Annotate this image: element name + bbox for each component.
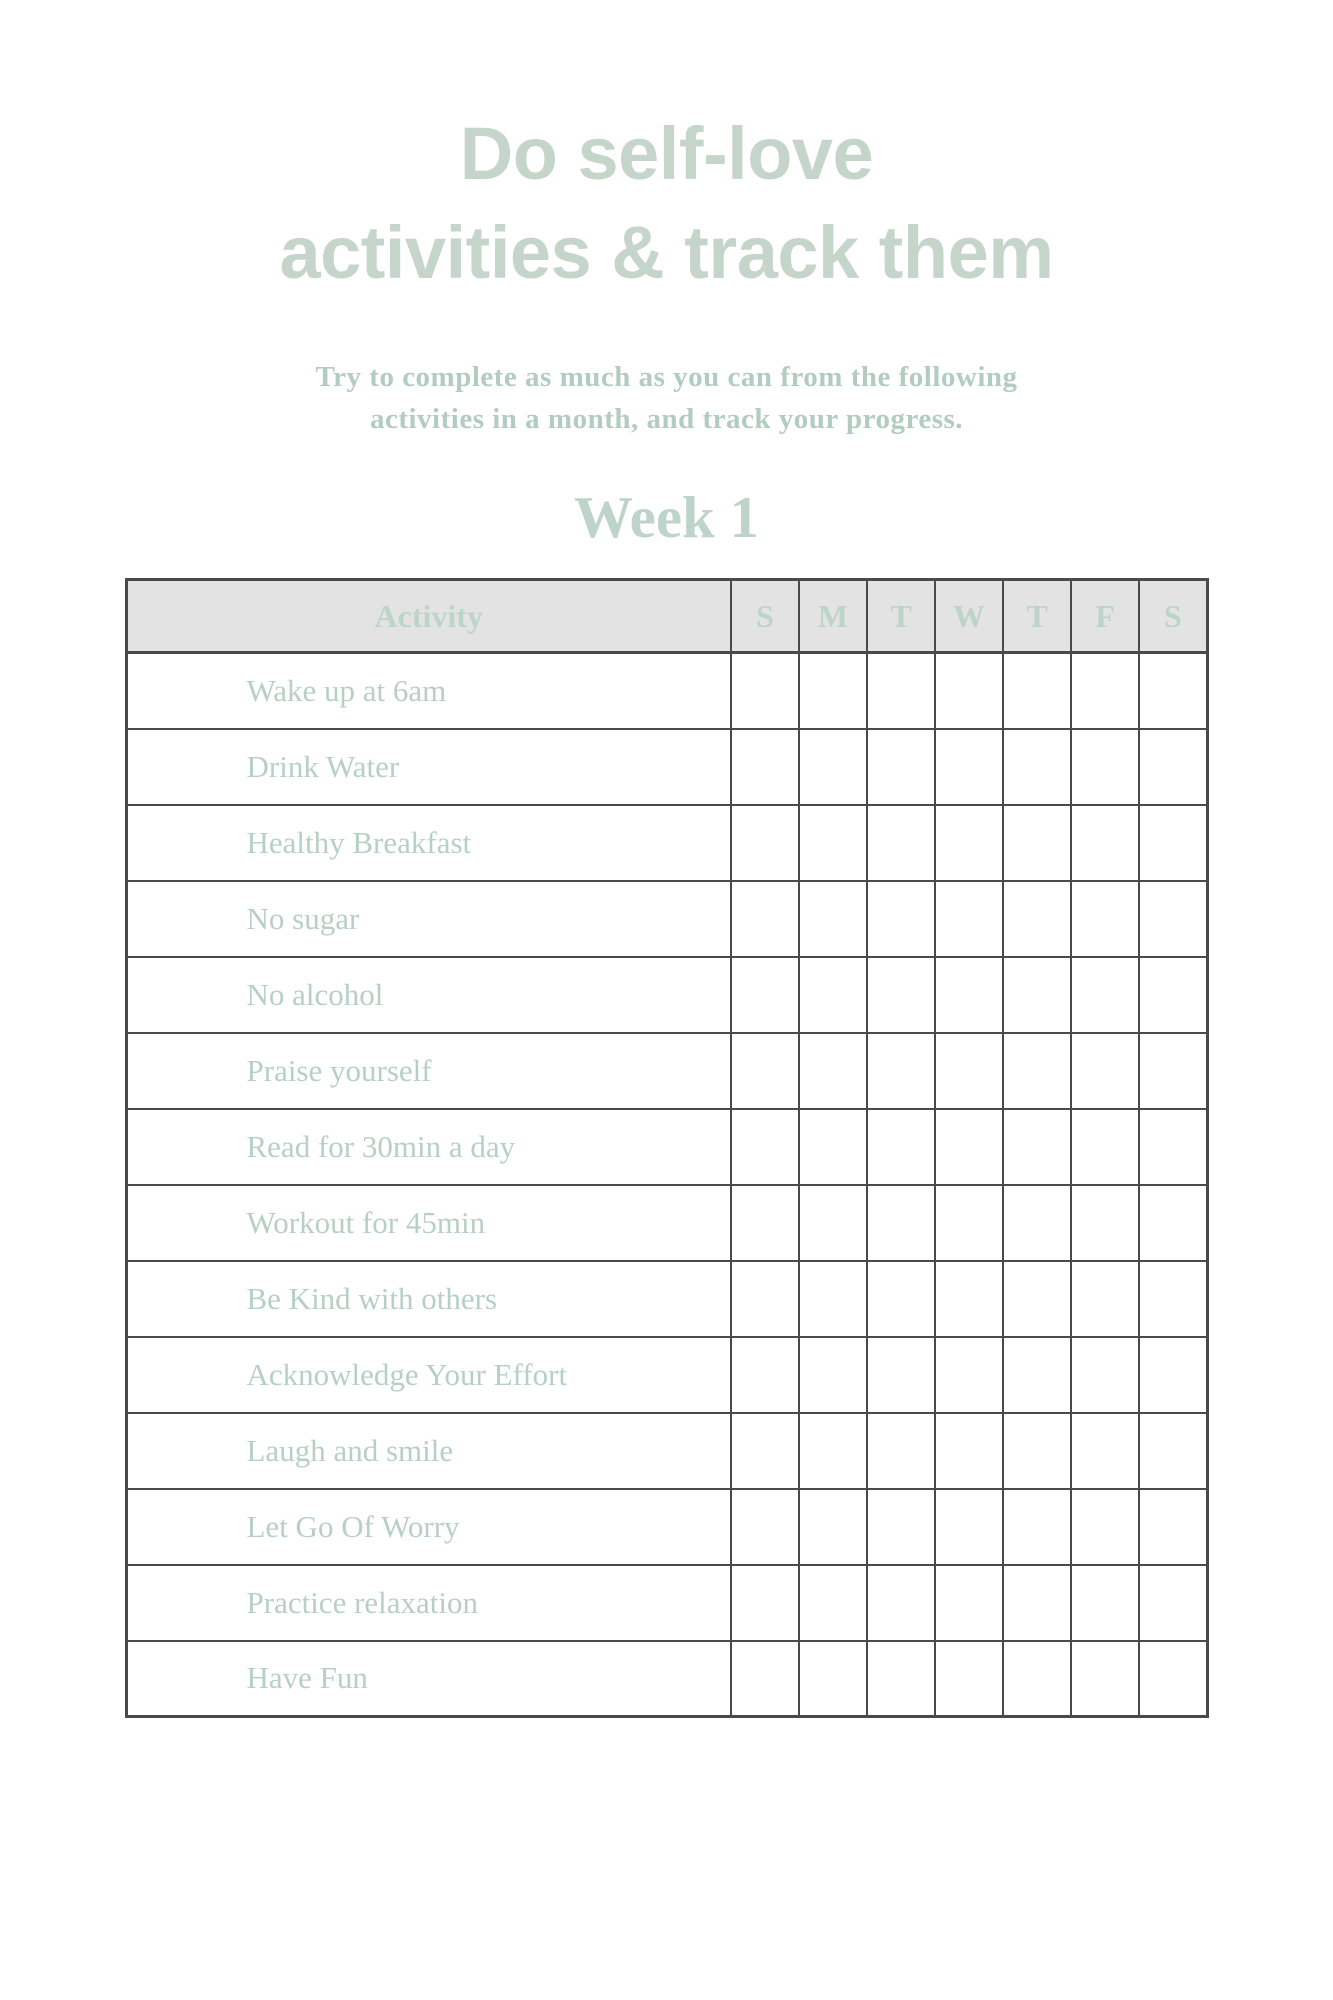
- day-checkbox-cell: [799, 1565, 867, 1641]
- day-checkbox-cell: [731, 653, 799, 729]
- day-checkbox-cell: [867, 1261, 935, 1337]
- day-checkbox-cell: [1003, 805, 1071, 881]
- page-title-line1: Do self-love: [459, 112, 874, 195]
- day-checkbox-cell: [1003, 1261, 1071, 1337]
- day-checkbox-cell: [1139, 729, 1207, 805]
- day-checkbox-cell: [1071, 1641, 1139, 1717]
- day-checkbox-cell: [1071, 1413, 1139, 1489]
- day-checkbox-cell: [1071, 1033, 1139, 1109]
- page-title-line2: activities & track them: [279, 211, 1054, 294]
- day-checkbox-cell: [799, 1337, 867, 1413]
- day-checkbox-cell: [731, 1489, 799, 1565]
- day-checkbox-cell: [1139, 881, 1207, 957]
- day-checkbox-cell: [867, 1337, 935, 1413]
- day-checkbox-cell: [1071, 1185, 1139, 1261]
- activity-cell: Wake up at 6am: [126, 653, 731, 729]
- day-checkbox-cell: [867, 1109, 935, 1185]
- day-checkbox-cell: [935, 1337, 1003, 1413]
- day-column-header: T: [867, 580, 935, 653]
- day-checkbox-cell: [1071, 1489, 1139, 1565]
- day-column-header: T: [1003, 580, 1071, 653]
- day-checkbox-cell: [1003, 1185, 1071, 1261]
- table-row: [126, 1185, 1207, 1261]
- day-checkbox-cell: [935, 881, 1003, 957]
- day-checkbox-cell: [731, 1565, 799, 1641]
- day-checkbox-cell: [1003, 653, 1071, 729]
- day-column-header: M: [799, 580, 867, 653]
- activity-cell: Practice relaxation: [126, 1565, 731, 1641]
- activity-cell: Drink Water: [126, 729, 731, 805]
- activity-cell: Be Kind with others: [126, 1261, 731, 1337]
- day-checkbox-cell: [867, 1413, 935, 1489]
- table-row: [126, 805, 1207, 881]
- day-checkbox-cell: [799, 805, 867, 881]
- day-checkbox-cell: [867, 1185, 935, 1261]
- day-checkbox-cell: [1071, 1337, 1139, 1413]
- day-checkbox-cell: [1139, 1641, 1207, 1717]
- day-checkbox-cell: [1071, 957, 1139, 1033]
- day-checkbox-cell: [867, 881, 935, 957]
- day-checkbox-cell: [1071, 1109, 1139, 1185]
- day-checkbox-cell: [1003, 957, 1071, 1033]
- table-row: [126, 1489, 1207, 1565]
- day-checkbox-cell: [799, 1261, 867, 1337]
- day-checkbox-cell: [1003, 1033, 1071, 1109]
- day-checkbox-cell: [935, 805, 1003, 881]
- day-checkbox-cell: [935, 1641, 1003, 1717]
- day-checkbox-cell: [935, 1261, 1003, 1337]
- activity-cell: Workout for 45min: [126, 1185, 731, 1261]
- day-checkbox-cell: [731, 1337, 799, 1413]
- day-checkbox-cell: [867, 1641, 935, 1717]
- day-checkbox-cell: [1139, 957, 1207, 1033]
- day-checkbox-cell: [731, 1413, 799, 1489]
- day-checkbox-cell: [867, 1565, 935, 1641]
- day-checkbox-cell: [1139, 805, 1207, 881]
- day-checkbox-cell: [1071, 1261, 1139, 1337]
- day-column-header: S: [731, 580, 799, 653]
- day-checkbox-cell: [731, 1109, 799, 1185]
- page-subtitle-line2: activities in a month, and track your progress.: [369, 403, 964, 435]
- day-checkbox-cell: [1139, 1185, 1207, 1261]
- day-checkbox-cell: [731, 1033, 799, 1109]
- day-checkbox-cell: [935, 1109, 1003, 1185]
- day-checkbox-cell: [731, 805, 799, 881]
- tracker-body: [126, 653, 1207, 1717]
- day-checkbox-cell: [935, 1413, 1003, 1489]
- page-subtitle: [0, 356, 1333, 440]
- day-checkbox-cell: [1003, 881, 1071, 957]
- day-checkbox-cell: [1139, 1261, 1207, 1337]
- activity-cell: Have Fun: [126, 1641, 731, 1717]
- activity-cell: Let Go Of Worry: [126, 1489, 731, 1565]
- table-row: [126, 1641, 1207, 1717]
- day-checkbox-cell: [799, 1489, 867, 1565]
- day-checkbox-cell: [1003, 1565, 1071, 1641]
- day-checkbox-cell: [731, 1185, 799, 1261]
- week-heading: Week 1: [573, 484, 760, 550]
- day-checkbox-cell: [1139, 1109, 1207, 1185]
- day-checkbox-cell: [935, 1565, 1003, 1641]
- day-checkbox-cell: [1003, 729, 1071, 805]
- table-row: [126, 1261, 1207, 1337]
- day-checkbox-cell: [1071, 805, 1139, 881]
- activity-cell: No sugar: [126, 881, 731, 957]
- day-checkbox-cell: [799, 1641, 867, 1717]
- page-title: [0, 0, 1333, 302]
- day-checkbox-cell: [1139, 653, 1207, 729]
- table-row: [126, 1033, 1207, 1109]
- day-checkbox-cell: [867, 1489, 935, 1565]
- day-checkbox-cell: [1139, 1413, 1207, 1489]
- day-checkbox-cell: [799, 881, 867, 957]
- day-checkbox-cell: [867, 805, 935, 881]
- day-checkbox-cell: [1003, 1489, 1071, 1565]
- day-checkbox-cell: [1003, 1109, 1071, 1185]
- day-checkbox-cell: [867, 957, 935, 1033]
- activity-cell: No alcohol: [126, 957, 731, 1033]
- day-checkbox-cell: [935, 653, 1003, 729]
- day-checkbox-cell: [1003, 1413, 1071, 1489]
- table-row: [126, 653, 1207, 729]
- table-row: [126, 957, 1207, 1033]
- header-row: [126, 580, 1207, 653]
- day-checkbox-cell: [731, 1261, 799, 1337]
- day-checkbox-cell: [1003, 1337, 1071, 1413]
- table-row: [126, 1109, 1207, 1185]
- day-checkbox-cell: [731, 729, 799, 805]
- activity-cell: Praise yourself: [126, 1033, 731, 1109]
- table-row: [126, 1337, 1207, 1413]
- tracker-table: [125, 578, 1209, 1718]
- day-checkbox-cell: [799, 653, 867, 729]
- day-checkbox-cell: [799, 729, 867, 805]
- day-checkbox-cell: [867, 653, 935, 729]
- day-checkbox-cell: [1139, 1565, 1207, 1641]
- day-checkbox-cell: [1139, 1337, 1207, 1413]
- activity-cell: Healthy Breakfast: [126, 805, 731, 881]
- table-row: [126, 1565, 1207, 1641]
- day-checkbox-cell: [1071, 881, 1139, 957]
- page-subtitle-line1: Try to complete as much as you can from the following: [315, 361, 1018, 393]
- day-column-header: W: [935, 580, 1003, 653]
- day-checkbox-cell: [731, 881, 799, 957]
- day-checkbox-cell: [935, 1033, 1003, 1109]
- day-checkbox-cell: [799, 1109, 867, 1185]
- table-row: [126, 1413, 1207, 1489]
- day-checkbox-cell: [935, 957, 1003, 1033]
- day-checkbox-cell: [1139, 1033, 1207, 1109]
- day-checkbox-cell: [1071, 1565, 1139, 1641]
- activity-cell: Laugh and smile: [126, 1413, 731, 1489]
- day-checkbox-cell: [867, 729, 935, 805]
- day-checkbox-cell: [799, 1185, 867, 1261]
- day-checkbox-cell: [867, 1033, 935, 1109]
- day-checkbox-cell: [799, 1413, 867, 1489]
- day-checkbox-cell: [799, 957, 867, 1033]
- table-row: [126, 881, 1207, 957]
- day-checkbox-cell: [1139, 1489, 1207, 1565]
- day-checkbox-cell: [731, 957, 799, 1033]
- day-checkbox-cell: [731, 1641, 799, 1717]
- day-checkbox-cell: [1071, 653, 1139, 729]
- activity-cell: Acknowledge Your Effort: [126, 1337, 731, 1413]
- activity-column-header: Activity: [126, 580, 731, 653]
- day-column-header: F: [1071, 580, 1139, 653]
- day-checkbox-cell: [799, 1033, 867, 1109]
- day-checkbox-cell: [1071, 729, 1139, 805]
- day-checkbox-cell: [935, 1185, 1003, 1261]
- day-checkbox-cell: [935, 1489, 1003, 1565]
- activity-cell: Read for 30min a day: [126, 1109, 731, 1185]
- table-row: [126, 729, 1207, 805]
- day-column-header: S: [1139, 580, 1207, 653]
- day-checkbox-cell: [935, 729, 1003, 805]
- day-checkbox-cell: [1003, 1641, 1071, 1717]
